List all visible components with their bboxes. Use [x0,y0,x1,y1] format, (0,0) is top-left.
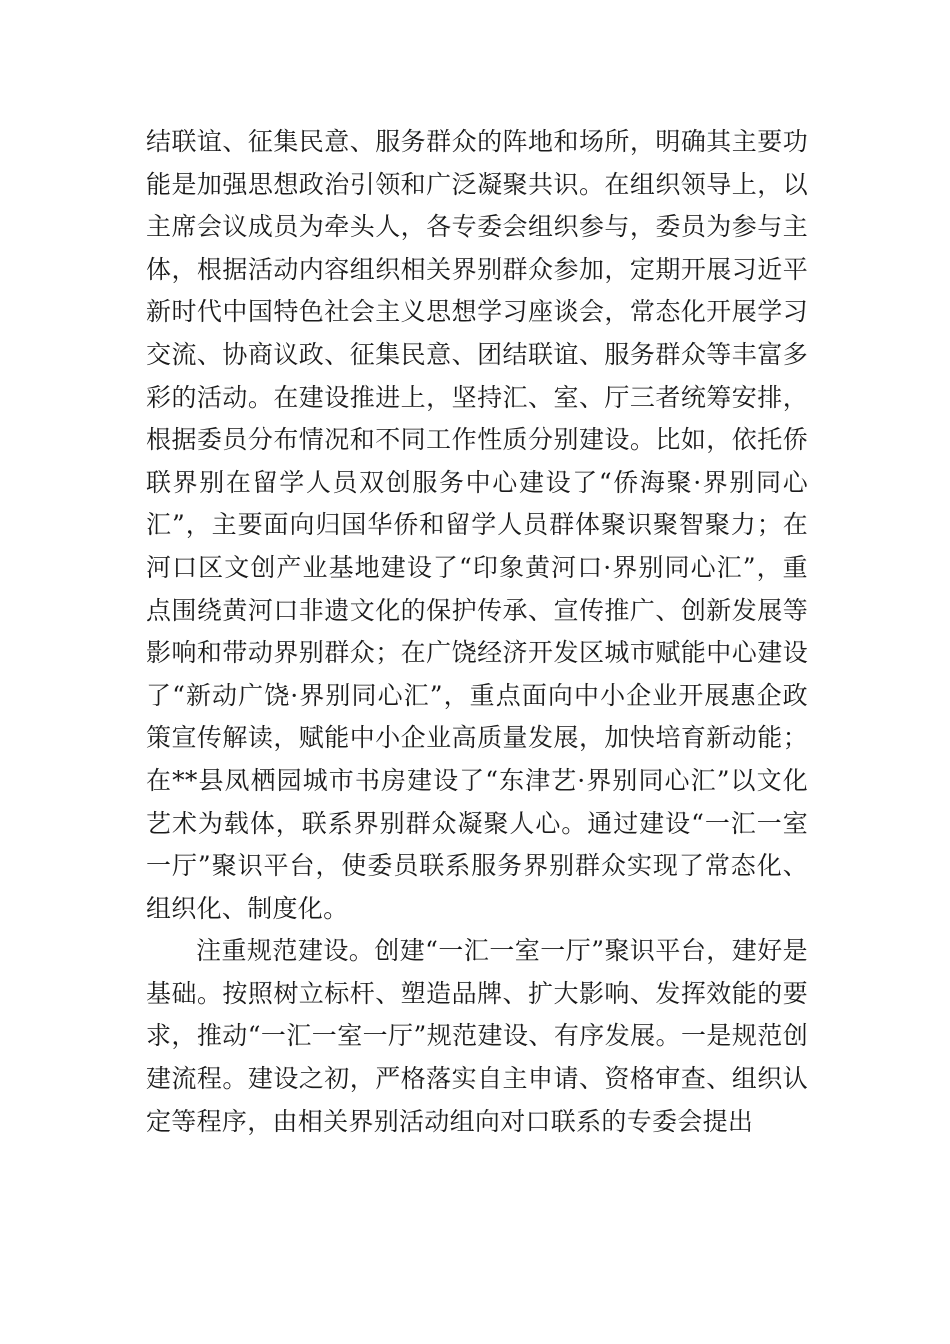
paragraph-1: 结联谊、征集民意、服务群众的阵地和场所，明确其主要功能是加强思想政治引领和广泛凝聚共识。在组织领导上，以主席会议成员为牵头人，各专委会组织参与，委员为参与主体，根据活动内容组织相关界别群众参加，定期开展习近平新时代中国特色社会主义思想学习座谈会，常态化开展学习交流、协商议政、征集民意、团结联谊、服务群众等丰富多彩的活动。在建设推进上，坚持汇、室、厅三者统筹安排，根据委员分布情况和不同工作性质分别建设。比如，依托侨联界别在留学人员双创服务中心建设了“侨海聚·界别同心汇”，主要面向归国华侨和留学人员群体聚识聚智聚力；在河口区文创产业基地建设了“印象黄河口·界别同心汇”，重点围绕黄河口非遗文化的保护传承、宣传推广、创新发展等影响和带动界别群众；在广饶经济开发区城市赋能中心建设了“新动广饶·界别同心汇”，重点面向中小企业开展惠企政策宣传解读，赋能中小企业高质量发展，加快培育新动能；在**县凤栖园城市书房建设了“东津艺·界别同心汇”以文化艺术为载体，联系界别群众凝聚人心。通过建设“一汇一室一厅”聚识平台，使委员联系服务界别群众实现了常态化、组织化、制度化。 [146,127,808,923]
document-page [146,121,808,1143]
paragraph-2: 注重规范建设。创建“一汇一室一厅”聚识平台，建好是基础。按照树立标杆、塑造品牌、扩大影响、发挥效能的要求，推动“一汇一室一厅”规范建设、有序发展。一是规范创建流程。建设之初，严格落实自主申请、资格审查、组织认定等程序，由相关界别活动组向对口联系的专委会提出 [146,936,808,1136]
